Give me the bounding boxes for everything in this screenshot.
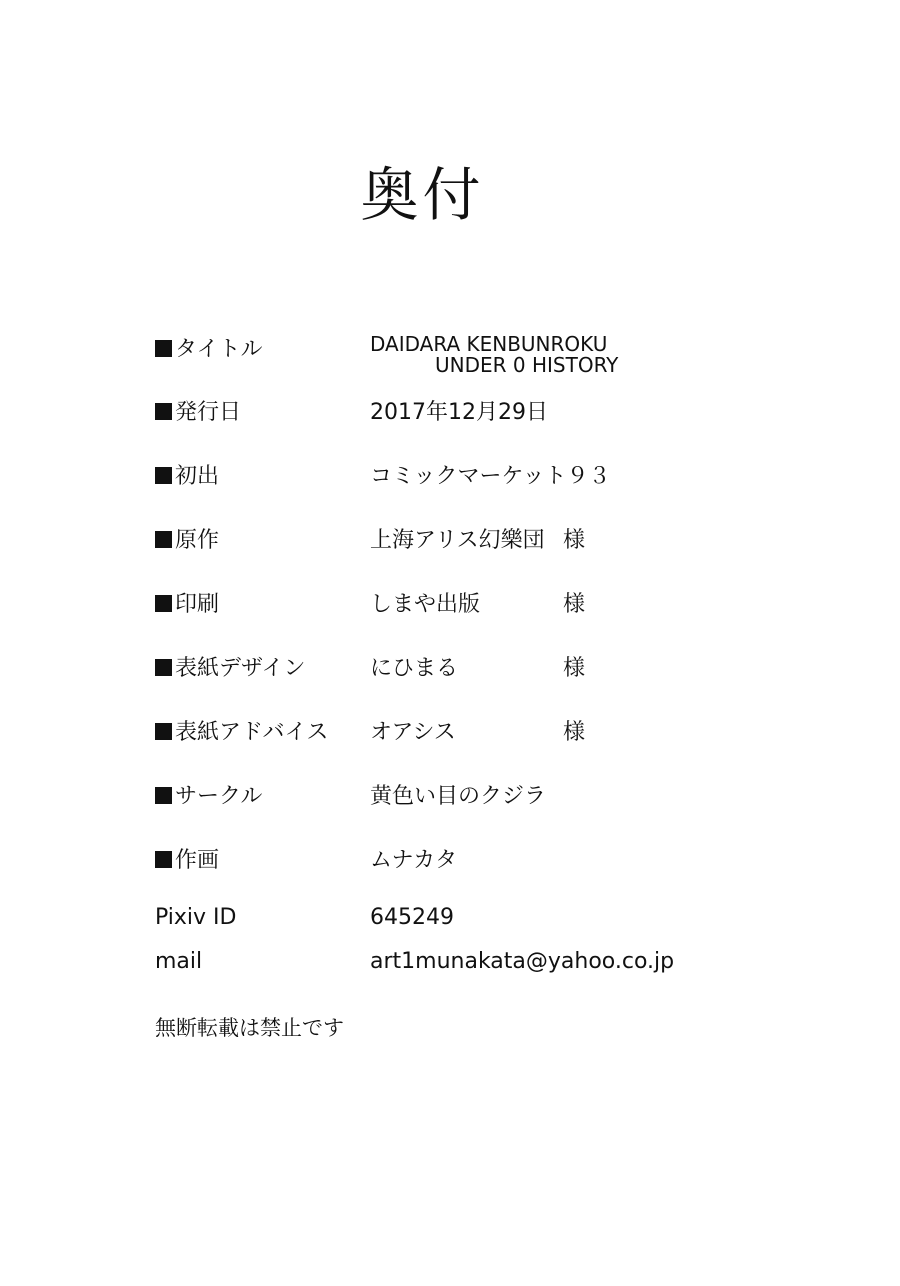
row-title <box>0 332 900 377</box>
circle-value: 黄色い目のクジラ <box>370 784 547 809</box>
honorific: 様 <box>563 720 586 745</box>
row-label <box>155 459 219 490</box>
label-text: 発行日 <box>175 400 242 425</box>
row-label <box>155 779 262 810</box>
label-text: 原作 <box>175 528 220 553</box>
original-work-value: 上海アリス幻樂団 <box>370 528 545 553</box>
row-mail <box>0 949 900 989</box>
row-label <box>155 715 328 746</box>
artwork-value: ムナカタ <box>370 848 458 873</box>
label-text: 表紙デザイン <box>175 656 306 681</box>
square-bullet-icon <box>155 659 172 676</box>
title-value-line1: DAIDARA KENBUNROKU <box>370 332 608 356</box>
row-label <box>155 587 219 618</box>
square-bullet-icon <box>155 403 172 420</box>
square-bullet-icon <box>155 467 172 484</box>
reprint-notice: 無断転載は禁止です <box>155 1016 344 1040</box>
row-label <box>155 332 263 363</box>
honorific: 様 <box>563 592 586 617</box>
label-text: 初出 <box>175 464 220 489</box>
row-label <box>155 651 305 682</box>
honorific: 様 <box>563 656 586 681</box>
row-label <box>155 395 241 426</box>
row-pixiv <box>0 905 900 945</box>
label-text: 作画 <box>175 848 220 873</box>
row-label <box>155 523 219 554</box>
honorific: 様 <box>563 528 586 553</box>
first-appearance-value: コミックマーケット９３ <box>370 464 611 489</box>
page-title: 奥付 <box>360 161 485 229</box>
cover-design-value: にひまる <box>370 656 459 681</box>
square-bullet-icon <box>155 531 172 548</box>
cover-advice-value: オアシス <box>370 720 456 745</box>
row-circle <box>0 779 900 819</box>
row-artwork <box>0 843 900 883</box>
row-first-appearance <box>0 459 900 499</box>
square-bullet-icon <box>155 595 172 612</box>
issue-date-value: 2017年12月29日 <box>370 400 548 425</box>
title-value-line2: UNDER 0 HISTORY <box>435 353 619 377</box>
square-bullet-icon <box>155 340 172 357</box>
mail-label: mail <box>155 949 203 974</box>
label-text: 印刷 <box>175 592 220 617</box>
row-printing <box>0 587 900 627</box>
square-bullet-icon <box>155 787 172 804</box>
row-cover-advice <box>0 715 900 755</box>
label-text: タイトル <box>175 337 263 362</box>
mail-value: art1munakata@yahoo.co.jp <box>370 949 675 974</box>
row-label <box>155 843 219 874</box>
label-text: 表紙アドバイス <box>175 720 329 745</box>
pixiv-label: Pixiv ID <box>155 905 237 930</box>
pixiv-id-value: 645249 <box>370 905 454 930</box>
label-text: サークル <box>175 784 263 809</box>
row-cover-design <box>0 651 900 691</box>
row-original-work <box>0 523 900 563</box>
row-issue-date <box>0 395 900 435</box>
square-bullet-icon <box>155 723 172 740</box>
square-bullet-icon <box>155 851 172 868</box>
printing-value: しまや出版 <box>370 592 481 617</box>
